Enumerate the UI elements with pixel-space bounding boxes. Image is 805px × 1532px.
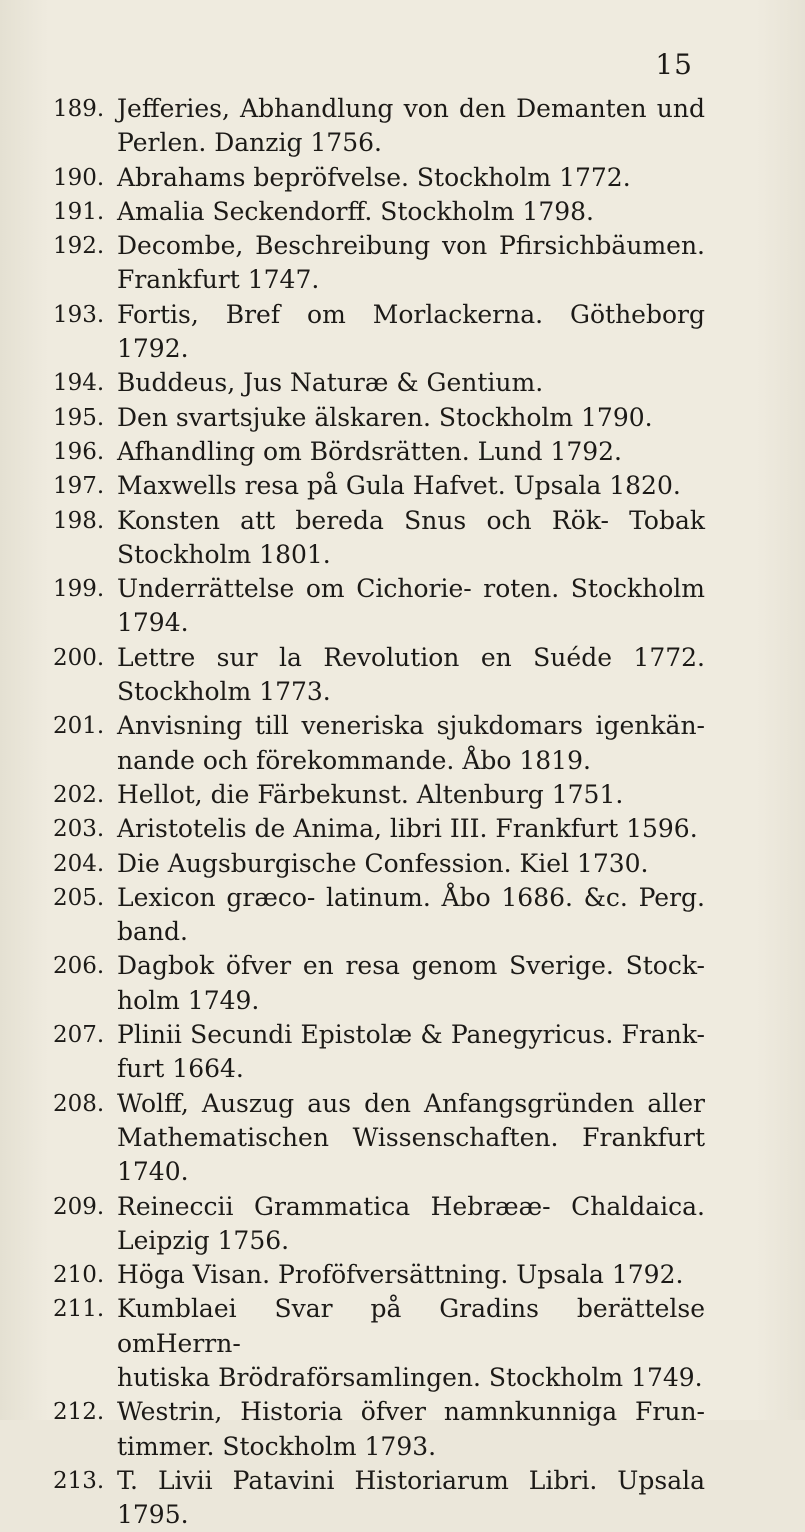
- entry-number: 211.: [53, 1296, 105, 1323]
- entry-text-line: Frankfurt 1747.: [117, 265, 320, 295]
- entry-number: 198.: [53, 507, 105, 534]
- entry-number: 189.: [53, 96, 105, 122]
- catalogue-entry: [0, 504, 805, 573]
- entry-number: 213.: [53, 1467, 105, 1494]
- catalogue-entry: [0, 1190, 805, 1259]
- catalogue-entry: [0, 572, 805, 641]
- catalogue-list: [0, 92, 805, 1532]
- entry-number: 200.: [53, 644, 105, 671]
- entry-text-line: Mathematischen Wissenschaften. Frankfurt: [117, 1122, 705, 1152]
- entry-number: 199.: [53, 576, 105, 603]
- catalogue-entry: [0, 778, 805, 812]
- page-number: 15: [655, 48, 693, 81]
- entry-text-line: holm 1749.: [117, 985, 260, 1015]
- entry-number: 204.: [53, 850, 105, 877]
- entry-number: 208.: [53, 1090, 105, 1117]
- entry-text-line: Maxwells resa på Gula Hafvet. Upsala 1820.: [117, 471, 681, 501]
- entry-text-line: Stockholm 1801.: [117, 539, 331, 569]
- entry-text-line: Lexicon græco- latinum. Åbo 1686. &c. Perg.: [117, 882, 705, 912]
- catalogue-entry: [0, 1018, 805, 1087]
- entry-number: 191.: [53, 198, 105, 225]
- catalogue-entry: [0, 1395, 805, 1464]
- entry-text-line: Buddeus, Jus Naturæ & Gentium.: [117, 368, 544, 398]
- entry-number: 209.: [53, 1193, 105, 1220]
- catalogue-entry: [0, 641, 805, 710]
- catalogue-entry: [0, 847, 805, 881]
- entry-text-line: furt 1664.: [117, 1054, 244, 1084]
- catalogue-entry: [0, 1258, 805, 1292]
- catalogue-entry: [0, 949, 805, 1018]
- entry-number: 193.: [53, 301, 105, 328]
- catalogue-entry: [0, 1087, 805, 1190]
- entry-text-line: Westrin, Historia öfver namnkunniga Frun-: [117, 1397, 705, 1427]
- entry-text-line: Reineccii Grammatica Hebrææ- Chaldaica.: [117, 1191, 705, 1221]
- entry-number: 210.: [53, 1262, 105, 1289]
- entry-text-line: Underrättelse om Cichorie- roten. Stockholm: [117, 574, 705, 604]
- entry-text-line: Lettre sur la Revolution en Suéde 1772.: [117, 642, 705, 672]
- catalogue-entry: [0, 812, 805, 846]
- entry-number: 207.: [53, 1022, 105, 1049]
- entry-text-line: Die Augsburgische Confession. Kiel 1730.: [117, 848, 649, 878]
- entry-text-line: 1795.: [117, 1500, 189, 1530]
- catalogue-entry: [0, 92, 805, 161]
- entry-text-line: Perlen. Danzig 1756.: [117, 128, 382, 158]
- entry-text-line: band.: [117, 917, 188, 947]
- catalogue-entry: [0, 298, 805, 367]
- entry-text-line: Den svartsjuke älskaren. Stockholm 1790.: [117, 402, 653, 432]
- catalogue-entry: [0, 366, 805, 400]
- entry-number: 206.: [53, 953, 105, 980]
- entry-text-line: 1740.: [117, 1157, 189, 1187]
- catalogue-entry: [0, 881, 805, 950]
- entry-number: 203.: [53, 816, 105, 843]
- entry-text-line: 1794.: [117, 608, 189, 638]
- entry-number: 212.: [53, 1399, 105, 1426]
- entry-number: 202.: [53, 781, 105, 808]
- entry-text-line: Konsten att bereda Snus och Rök- Tobak: [117, 505, 705, 535]
- entry-text-line: Amalia Seckendorff. Stockholm 1798.: [117, 196, 594, 226]
- entry-number: 201.: [53, 713, 105, 740]
- entry-text-line: Hellot, die Färbekunst. Altenburg 1751.: [117, 779, 624, 809]
- entry-text-line: 1792.: [117, 334, 189, 364]
- entry-number: 205.: [53, 884, 105, 911]
- catalogue-entry: [0, 195, 805, 229]
- catalogue-entry: [0, 435, 805, 469]
- entry-text-line: T. Livii Patavini Historiarum Libri. Upsala: [117, 1465, 705, 1495]
- entry-text-line: timmer. Stockholm 1793.: [117, 1431, 437, 1461]
- catalogue-entry: [0, 469, 805, 503]
- entry-text-line: Afhandling om Bördsrätten. Lund 1792.: [117, 436, 622, 466]
- entry-text-line: Jefferies, Abhandlung von den Demanten und: [117, 94, 705, 123]
- catalogue-entry: [0, 1464, 805, 1532]
- entry-text-line: Fortis, Bref om Morlackerna. Götheborg: [117, 299, 705, 329]
- entry-text-line: Anvisning till veneriska sjukdomars igenkän-: [117, 711, 705, 741]
- entry-text-line: Abrahams bepröfvelse. Stockholm 1772.: [117, 162, 631, 192]
- catalogue-entry: [0, 1292, 805, 1395]
- entry-text-line: nande och förekommande. Åbo 1819.: [117, 745, 591, 775]
- catalogue-entry: [0, 161, 805, 195]
- catalogue-entry: [0, 709, 805, 778]
- entry-text-line: Dagbok öfver en resa genom Sverige. Stock-: [117, 951, 705, 981]
- entry-text-line: Aristotelis de Anima, libri III. Frankfurt 1596.: [117, 814, 698, 844]
- entry-number: 190.: [53, 164, 105, 191]
- entry-text-line: Plinii Secundi Epistolæ & Panegyricus. Frank-: [117, 1020, 705, 1050]
- catalogue-entry: [0, 229, 805, 298]
- entry-number: 196.: [53, 438, 105, 465]
- entry-number: 194.: [53, 370, 105, 397]
- entry-text-line: Wolff, Auszug aus den Anfangsgründen aller: [117, 1088, 705, 1118]
- entry-number: 195.: [53, 404, 105, 431]
- entry-number: 192.: [53, 233, 105, 260]
- entry-text-line: Leipzig 1756.: [117, 1225, 290, 1255]
- entry-text-line: hutiska Brödraförsamlingen. Stockholm 1749.: [117, 1362, 703, 1392]
- entry-text-line: Stockholm 1773.: [117, 677, 331, 707]
- catalogue-entry: [0, 401, 805, 435]
- entry-number: 197.: [53, 473, 105, 500]
- entry-text-line: Höga Visan. Proföfversättning. Upsala 1792.: [117, 1260, 684, 1290]
- entry-text-line: Kumblaei Svar på Gradins berättelse omHerrn-: [117, 1294, 705, 1358]
- entry-text-line: Decombe, Beschreibung von Pfirsichbäumen.: [117, 231, 705, 261]
